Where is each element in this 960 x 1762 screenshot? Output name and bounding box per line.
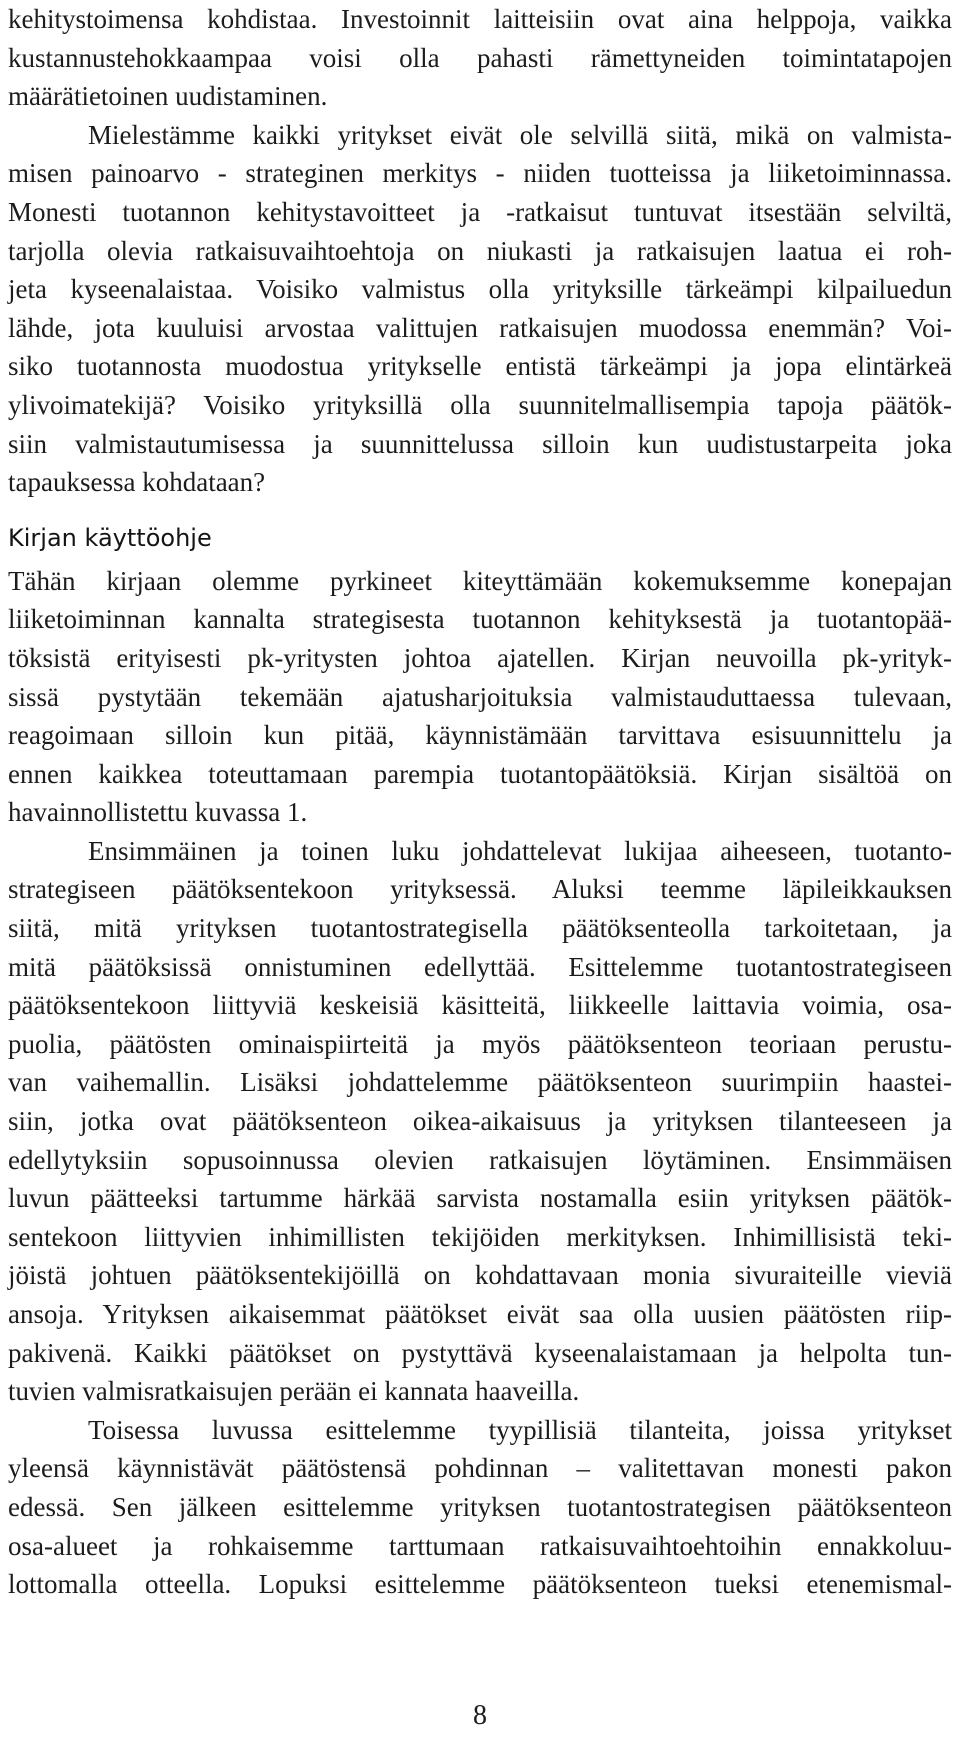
text-line: ennen kaikkea toteuttamaan parempia tuotantopäätöksiä. Kirjan sisältöä on bbox=[8, 758, 952, 789]
text-line: reagoimaan silloin kun pitää, käynnistämään tarvittava esisuunnittelu ja bbox=[8, 720, 952, 751]
text-line: Tähän kirjaan olemme pyrkineet kiteyttämään kokemuksemme konepajan bbox=[8, 565, 952, 596]
text-line: siko tuotannosta muodostua yritykselle entistä tärkeämpi ja jopa elintärkeä bbox=[8, 351, 952, 382]
text-line: mitä päätöksissä onnistuminen edellyttää. Esittelemme tuotantostrategiseen bbox=[8, 951, 952, 982]
text-line: Toisessa luvussa esittelemme tyypillisiä tilanteita, joissa yritykset bbox=[88, 1414, 952, 1445]
text-line: edellytyksiin sopusoinnussa olevien ratkaisujen löytäminen. Ensimmäisen bbox=[8, 1144, 952, 1175]
text-line: kehitystoimensa kohdistaa. Investoinnit laitteisiin ovat aina helppoja, vaikka bbox=[8, 4, 952, 34]
text-line: siin, jotka ovat päätöksenteon oikea-aikaisuus ja yrityksen tilanteeseen ja bbox=[8, 1106, 952, 1137]
text-line: Ensimmäinen ja toinen luku johdattelevat lukijaa aiheeseen, tuotanto- bbox=[88, 835, 952, 866]
text-line: siitä, mitä yrityksen tuotantostrategisella päätöksenteolla tarkoitetaan, ja bbox=[8, 913, 952, 944]
text-line: pakivenä. Kaikki päätökset on pystyttävä kyseenalaistamaan ja helpolta tun- bbox=[8, 1337, 952, 1368]
text-line: tarjolla olevia ratkaisuvaihtoehtoja on niukasti ja ratkaisujen laatua ei roh- bbox=[8, 235, 952, 266]
text-line: osa-alueet ja rohkaisemme tarttumaan ratkaisuvaihtoehtoihin ennakkoluu- bbox=[8, 1530, 952, 1561]
text-line: strategiseen päätöksentekoon yrityksessä. Aluksi teemme läpileikkauksen bbox=[8, 874, 952, 905]
section-paragraph-3 bbox=[8, 1411, 952, 1604]
text-line: Mielestämme kaikki yritykset eivät ole selvillä siitä, mikä on valmista- bbox=[88, 119, 952, 150]
section-paragraph-1 bbox=[8, 562, 952, 832]
text-line: jeta kyseenalaistaa. Voisiko valmistus olla yrityksille tärkeämpi kilpailuedun bbox=[8, 274, 952, 305]
text-line: päätöksentekoon liittyviä keskeisiä käsitteitä, liikkeelle laittavia voimia, osa- bbox=[8, 990, 952, 1021]
text-line: jöistä johtuen päätöksentekijöillä on kohdattavaan monia sivuraiteille vieviä bbox=[8, 1260, 952, 1291]
text-line: lottomalla otteella. Lopuksi esittelemme päätöksenteon tueksi etenemismal- bbox=[8, 1569, 952, 1600]
section-heading: Kirjan käyttöohje bbox=[8, 523, 212, 552]
text-line: määrätietoinen uudistaminen. bbox=[8, 81, 328, 112]
text-line: van vaihemallin. Lisäksi johdattelemme päätöksenteon suurimpiin haastei- bbox=[8, 1067, 952, 1098]
text-line: liiketoiminnan kannalta strategisesta tuotannon kehityksestä ja tuotantopää- bbox=[8, 604, 952, 635]
text-line: kustannustehokkaampaa voisi olla pahasti rämettyneiden toimintatapojen bbox=[8, 42, 952, 73]
text-line: misen painoarvo - strateginen merkitys - niiden tuotteissa ja liiketoiminnassa. bbox=[8, 158, 952, 189]
text-line: havainnollistettu kuvassa 1. bbox=[8, 797, 308, 828]
text-line: edessä. Sen jälkeen esittelemme yrityksen tuotantostrategisen päätöksenteon bbox=[8, 1491, 952, 1522]
text-line: Monesti tuotannon kehitystavoitteet ja -ratkaisut tuntuvat itsestään selviltä, bbox=[8, 196, 952, 227]
text-line: ansoja. Yrityksen aikaisemmat päätökset eivät saa olla uusien päätösten riip- bbox=[8, 1299, 952, 1329]
section-paragraph-2 bbox=[8, 832, 952, 1411]
page-number: 8 bbox=[473, 1700, 487, 1731]
text-line: tuvien valmisratkaisujen perään ei kannata haaveilla. bbox=[8, 1376, 580, 1407]
text-line: luvun päätteeksi tartumme härkää sarvista nostamalla esiin yrityksen päätök- bbox=[8, 1183, 952, 1214]
text-line: sissä pystytään tekemään ajatusharjoituksia valmistauduttaessa tulevaan, bbox=[8, 681, 952, 712]
text-line: tapauksessa kohdataan? bbox=[8, 467, 266, 498]
text-line: lähde, jota kuuluisi arvostaa valittujen ratkaisujen muodossa enemmän? Voi- bbox=[8, 312, 952, 343]
intro-paragraph bbox=[8, 0, 952, 116]
document-page bbox=[8, 0, 952, 1604]
text-line: siin valmistautumisessa ja suunnittelussa silloin kun uudistustarpeita joka bbox=[8, 428, 952, 459]
text-line: töksistä erityisesti pk-yritysten johtoa ajatellen. Kirjan neuvoilla pk-yrityk- bbox=[8, 642, 952, 673]
text-line: puolia, päätösten ominaispiirteitä ja myös päätöksenteon teoriaan perustu- bbox=[8, 1028, 952, 1059]
text-line: yleensä käynnistävät päätöstensä pohdinnan – valitettavan monesti pakon bbox=[8, 1453, 952, 1484]
intro-second-paragraph bbox=[8, 116, 952, 502]
text-line: sentekoon liittyvien inhimillisten tekijöiden merkityksen. Inhimillisistä teki- bbox=[8, 1221, 952, 1252]
text-line: ylivoimatekijä? Voisiko yrityksillä olla suunnitelmallisempia tapoja päätök- bbox=[8, 389, 952, 420]
